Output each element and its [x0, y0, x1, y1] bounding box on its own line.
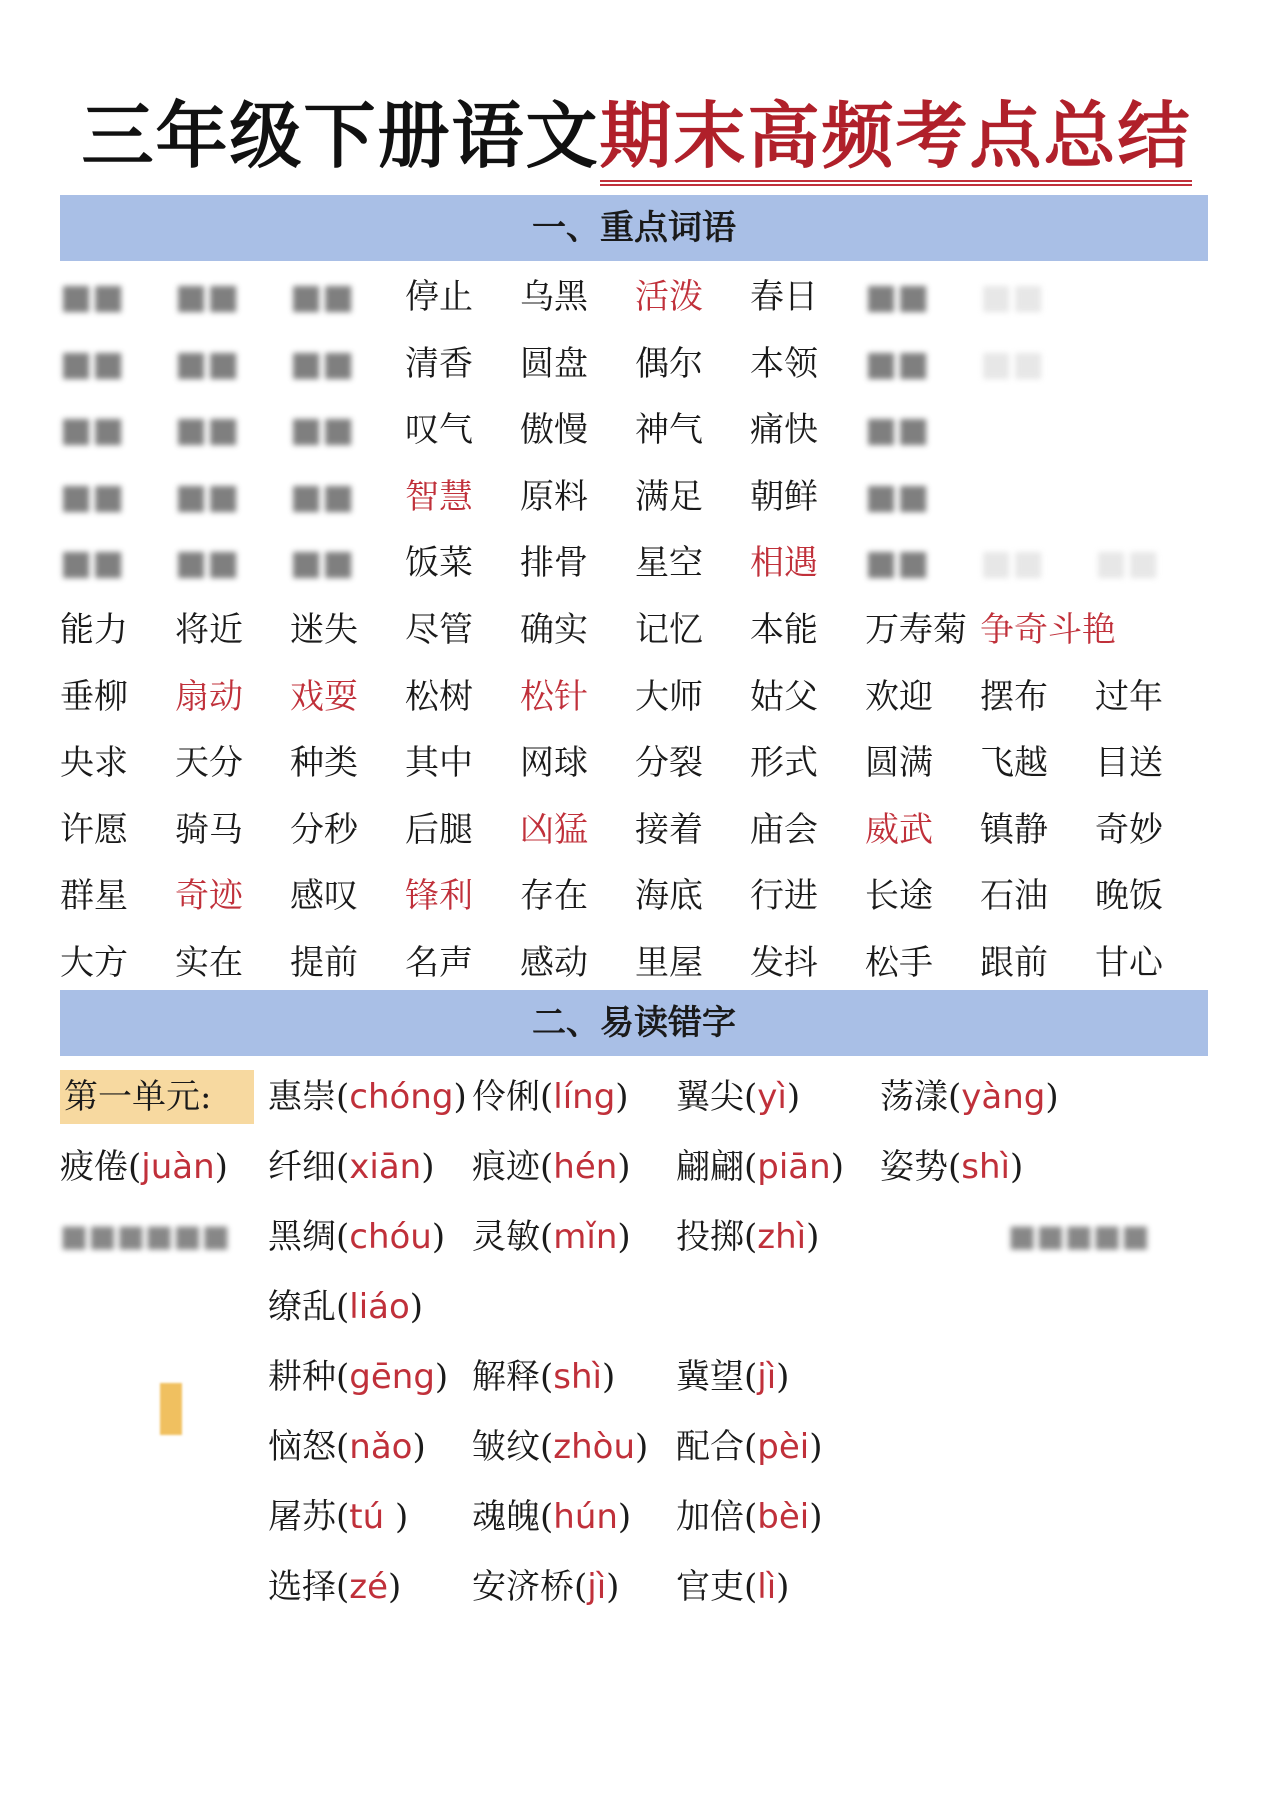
word-cell: ■■ — [290, 410, 355, 451]
word-cell: 星空 — [635, 543, 703, 584]
word-cell: 目送 — [1095, 743, 1163, 784]
word-cell: 后腿 — [405, 809, 473, 850]
word-cell: 感叹 — [290, 876, 358, 917]
word-cell: ■■ — [865, 277, 930, 317]
word-cell: ■■ — [290, 277, 355, 317]
pinyin-row — [60, 1202, 1220, 1272]
word-cell: ■■ — [175, 543, 240, 584]
word-cell: 朝鲜 — [750, 476, 818, 517]
word-cell: ■■ — [175, 410, 240, 451]
pinyin-word: 安济桥 — [472, 1567, 574, 1607]
word-cell: 骑马 — [175, 809, 243, 850]
word-cell: ■■ — [290, 476, 355, 517]
word-cell: ■■ — [980, 543, 1045, 584]
word-cell — [1095, 597, 1210, 664]
word-cell: 天分 — [175, 743, 243, 784]
word-cell: ■■ — [60, 476, 125, 517]
pinyin-word: 解释 — [472, 1357, 540, 1397]
word-cell: 圆满 — [865, 743, 933, 784]
pinyin-item: 投掷(zhì) — [676, 1217, 820, 1257]
word-cell: 存在 — [520, 876, 588, 917]
unit-label: 第一单元: — [60, 1070, 254, 1124]
pinyin-item: 配合(pèi) — [676, 1427, 823, 1467]
pinyin-reading: hún — [553, 1497, 618, 1537]
pinyin-item: 恼怒(nǎo) — [268, 1427, 426, 1467]
pinyin-item: 姿势(shì) — [880, 1147, 1024, 1187]
word-cell: 里屋 — [635, 942, 703, 983]
pinyin-reading: lì — [757, 1567, 777, 1607]
word-cell: 松针 — [520, 676, 588, 717]
pinyin-item: 翩翩(piān) — [676, 1147, 844, 1187]
word-cell: 清香 — [405, 343, 473, 384]
pinyin-reading: nǎo — [349, 1427, 413, 1467]
word-cell: 本领 — [750, 343, 818, 384]
pinyin-reading: zé — [349, 1567, 389, 1607]
word-cell — [1095, 331, 1210, 398]
pinyin-row — [60, 1272, 1220, 1342]
word-cell: ■■ — [175, 343, 240, 384]
pinyin-word: 耕种 — [268, 1357, 336, 1397]
pinyin-reading: juàn — [141, 1147, 215, 1187]
word-cell: 过年 — [1095, 676, 1163, 717]
word-cell: ■■ — [865, 343, 930, 384]
pinyin-item: 魂魄(hún) — [472, 1497, 632, 1537]
word-cell: 跟前 — [980, 942, 1048, 983]
word-cell: 分秒 — [290, 809, 358, 850]
word-cell: 争奇斗艳 — [980, 609, 1116, 650]
word-cell: 万寿菊 — [865, 609, 967, 650]
word-cell: 央求 — [60, 743, 128, 784]
word-cell: 排骨 — [520, 543, 588, 584]
pinyin-reading: líng — [553, 1077, 616, 1117]
word-cell — [1095, 264, 1210, 331]
word-cell: 大方 — [60, 942, 128, 983]
pinyin-reading: yì — [757, 1077, 787, 1117]
word-cell: ■■ — [60, 343, 125, 384]
word-cell: 神气 — [635, 410, 703, 451]
word-cell: 实在 — [175, 942, 243, 983]
word-cell: ■■ — [865, 543, 930, 584]
word-cell: 种类 — [290, 743, 358, 784]
pinyin-item: 荡漾(yàng) — [880, 1077, 1059, 1117]
pinyin-item: 皱纹(zhòu) — [472, 1427, 649, 1467]
pinyin-reading: hén — [553, 1147, 618, 1187]
pinyin-word: 疲倦 — [60, 1147, 128, 1187]
pinyin-item: 缭乱(liáo) — [268, 1287, 424, 1327]
word-cell: 相遇 — [750, 543, 818, 584]
pinyin-word: 投掷 — [676, 1217, 744, 1257]
pinyin-item: 伶俐(líng) — [472, 1077, 629, 1117]
pinyin-item: 黑绸(chóu) — [268, 1217, 446, 1257]
word-cell: 乌黑 — [520, 277, 588, 317]
pinyin-word: 魂魄 — [472, 1497, 540, 1537]
word-cell: 叹气 — [405, 410, 473, 451]
word-cell: 偶尔 — [635, 343, 703, 384]
word-cell: 垂柳 — [60, 676, 128, 717]
pinyin-reading: chóu — [349, 1217, 432, 1257]
pinyin-item: 惠崇(chóng) — [268, 1077, 467, 1117]
unit-marker — [160, 1383, 182, 1435]
pinyin-item: 翼尖(yì) — [676, 1077, 801, 1117]
word-cell: 本能 — [750, 609, 818, 650]
pinyin-reading: liáo — [349, 1287, 410, 1327]
pinyin-word: 屠苏 — [268, 1497, 336, 1537]
pinyin-reading: mǐn — [553, 1217, 618, 1257]
pinyin-reading: chóng — [349, 1077, 454, 1117]
pinyin-reading: gēng — [349, 1357, 435, 1397]
pinyin-reading: xiān — [349, 1147, 422, 1187]
pinyin-word: 缭乱 — [268, 1287, 336, 1327]
pinyin-reading: jì — [587, 1567, 607, 1607]
word-cell: ■■ — [175, 476, 240, 517]
pinyin-item: 疲倦(juàn) — [60, 1147, 228, 1187]
word-cell: 圆盘 — [520, 343, 588, 384]
pinyin-reading: zhì — [757, 1217, 807, 1257]
pinyin-row — [60, 1132, 1220, 1202]
word-cell: ■■ — [980, 343, 1045, 384]
title-black-part: 三年级下册语文 — [81, 93, 600, 178]
obscured-text: ■■■■■■ — [60, 1219, 231, 1254]
word-cell: 甘心 — [1095, 942, 1163, 983]
word-cell — [980, 464, 1095, 531]
word-cell: 感动 — [520, 942, 588, 983]
word-cell: 迷失 — [290, 609, 358, 650]
pinyin-word: 翼尖 — [676, 1077, 744, 1117]
word-cell: 痛快 — [750, 410, 818, 451]
word-cell: ■■ — [290, 343, 355, 384]
word-cell: 海底 — [635, 876, 703, 917]
word-cell: ■■ — [1095, 543, 1160, 584]
pinyin-reading: pèi — [757, 1427, 810, 1467]
word-cell: ■■ — [865, 410, 930, 451]
word-cell — [1095, 464, 1210, 531]
pinyin-word: 痕迹 — [472, 1147, 540, 1187]
pinyin-word: 姿势 — [880, 1147, 948, 1187]
word-cell: 摆布 — [980, 676, 1048, 717]
word-cell: 能力 — [60, 609, 128, 650]
word-cell: ■■ — [60, 277, 125, 317]
word-cell: 群星 — [60, 876, 128, 917]
pinyin-item: 痕迹(hén) — [472, 1147, 631, 1187]
word-cell: ■■ — [290, 543, 355, 584]
word-cell: 镇静 — [980, 809, 1048, 850]
word-cell: 扇动 — [175, 676, 243, 717]
word-cell: 许愿 — [60, 809, 128, 850]
pinyin-reading: tú — [349, 1497, 395, 1537]
word-cell: 活泼 — [635, 277, 703, 317]
word-cell: 戏耍 — [290, 676, 358, 717]
word-cell: 大师 — [635, 676, 703, 717]
word-cell: 行进 — [750, 876, 818, 917]
pinyin-item: 选择(zé) — [268, 1567, 402, 1607]
pinyin-item: 冀望(jì) — [676, 1357, 790, 1397]
word-cell: 接着 — [635, 809, 703, 850]
word-cell: 记忆 — [635, 609, 703, 650]
word-cell: 其中 — [405, 743, 473, 784]
pinyin-row — [60, 1062, 1220, 1132]
pinyin-reading: yàng — [961, 1077, 1046, 1117]
pinyin-word: 纤细 — [268, 1147, 336, 1187]
obscured-text: ■■■■■ — [1008, 1219, 1150, 1254]
word-cell: ■■ — [980, 277, 1045, 317]
pinyin-row — [60, 1412, 1220, 1482]
word-cell: 锋利 — [405, 876, 473, 917]
pinyin-row — [60, 1482, 1220, 1552]
pinyin-word: 配合 — [676, 1427, 744, 1467]
pinyin-word: 恼怒 — [268, 1427, 336, 1467]
pinyin-word: 皱纹 — [472, 1427, 540, 1467]
title-red-part: 期末高频考点总结 — [600, 93, 1192, 186]
section-heading-misread-chars: 二、易读错字 — [60, 990, 1208, 1056]
pinyin-reading: piān — [757, 1147, 831, 1187]
pinyin-word: 黑绸 — [268, 1217, 336, 1257]
pinyin-reading: bèi — [757, 1497, 810, 1537]
word-cell: 松手 — [865, 942, 933, 983]
pinyin-word: 选择 — [268, 1567, 336, 1607]
word-cell: 庙会 — [750, 809, 818, 850]
word-cell: 发抖 — [750, 942, 818, 983]
pinyin-reading: shì — [961, 1147, 1010, 1187]
word-cell: 长途 — [865, 876, 933, 917]
pinyin-word: 伶俐 — [472, 1077, 540, 1117]
pinyin-word: 惠崇 — [268, 1077, 336, 1117]
word-cell: 提前 — [290, 942, 358, 983]
pinyin-word: 加倍 — [676, 1497, 744, 1537]
word-cell — [980, 397, 1095, 464]
word-cell: 饭菜 — [405, 543, 473, 584]
word-cell: 将近 — [175, 609, 243, 650]
pinyin-row — [60, 1342, 1220, 1412]
word-cell: 凶猛 — [520, 809, 588, 850]
pinyin-word: 翩翩 — [676, 1147, 744, 1187]
word-cell: 名声 — [405, 942, 473, 983]
word-cell: 满足 — [635, 476, 703, 517]
word-cell: 松树 — [405, 676, 473, 717]
word-cell: 石油 — [980, 876, 1048, 917]
word-cell: ■■ — [865, 476, 930, 517]
pinyin-item: 安济桥(jì) — [472, 1567, 620, 1607]
word-cell: 分裂 — [635, 743, 703, 784]
pinyin-item: 灵敏(mǐn) — [472, 1217, 631, 1257]
word-cell: 形式 — [750, 743, 818, 784]
word-cell: 晚饭 — [1095, 876, 1163, 917]
word-cell: 停止 — [405, 277, 473, 317]
key-words-grid — [60, 264, 1210, 997]
pinyin-item: 纤细(xiān) — [268, 1147, 435, 1187]
pinyin-word: 灵敏 — [472, 1217, 540, 1257]
word-cell: 傲慢 — [520, 410, 588, 451]
word-cell: ■■ — [175, 277, 240, 317]
word-cell: 智慧 — [405, 476, 473, 517]
word-cell: 奇迹 — [175, 876, 243, 917]
word-cell: 姑父 — [750, 676, 818, 717]
word-cell: 确实 — [520, 609, 588, 650]
word-cell: 欢迎 — [865, 676, 933, 717]
word-cell: 春日 — [750, 277, 818, 317]
pinyin-word: 荡漾 — [880, 1077, 948, 1117]
pinyin-item: 耕种(gēng) — [268, 1357, 449, 1397]
word-cell: 威武 — [865, 809, 933, 850]
page-title — [0, 78, 1273, 182]
pinyin-item: 官吏(lì) — [676, 1567, 790, 1607]
word-cell: 原料 — [520, 476, 588, 517]
word-cell: 尽管 — [405, 609, 473, 650]
pinyin-item: 解释(shì) — [472, 1357, 616, 1397]
pinyin-reading: jì — [757, 1357, 777, 1397]
pinyin-reading: zhòu — [553, 1427, 636, 1467]
pinyin-word: 官吏 — [676, 1567, 744, 1607]
section-heading-key-words: 一、重点词语 — [60, 195, 1208, 261]
pinyin-reading: shì — [553, 1357, 602, 1397]
word-cell: 网球 — [520, 743, 588, 784]
word-cell: ■■ — [60, 410, 125, 451]
pinyin-word: 冀望 — [676, 1357, 744, 1397]
pinyin-row — [60, 1552, 1220, 1622]
word-cell: 奇妙 — [1095, 809, 1163, 850]
word-cell: ■■ — [60, 543, 125, 584]
pinyin-item: 加倍(bèi) — [676, 1497, 823, 1537]
word-cell: 飞越 — [980, 743, 1048, 784]
pinyin-item: 屠苏(tú ) — [268, 1497, 409, 1537]
word-cell — [1095, 397, 1210, 464]
